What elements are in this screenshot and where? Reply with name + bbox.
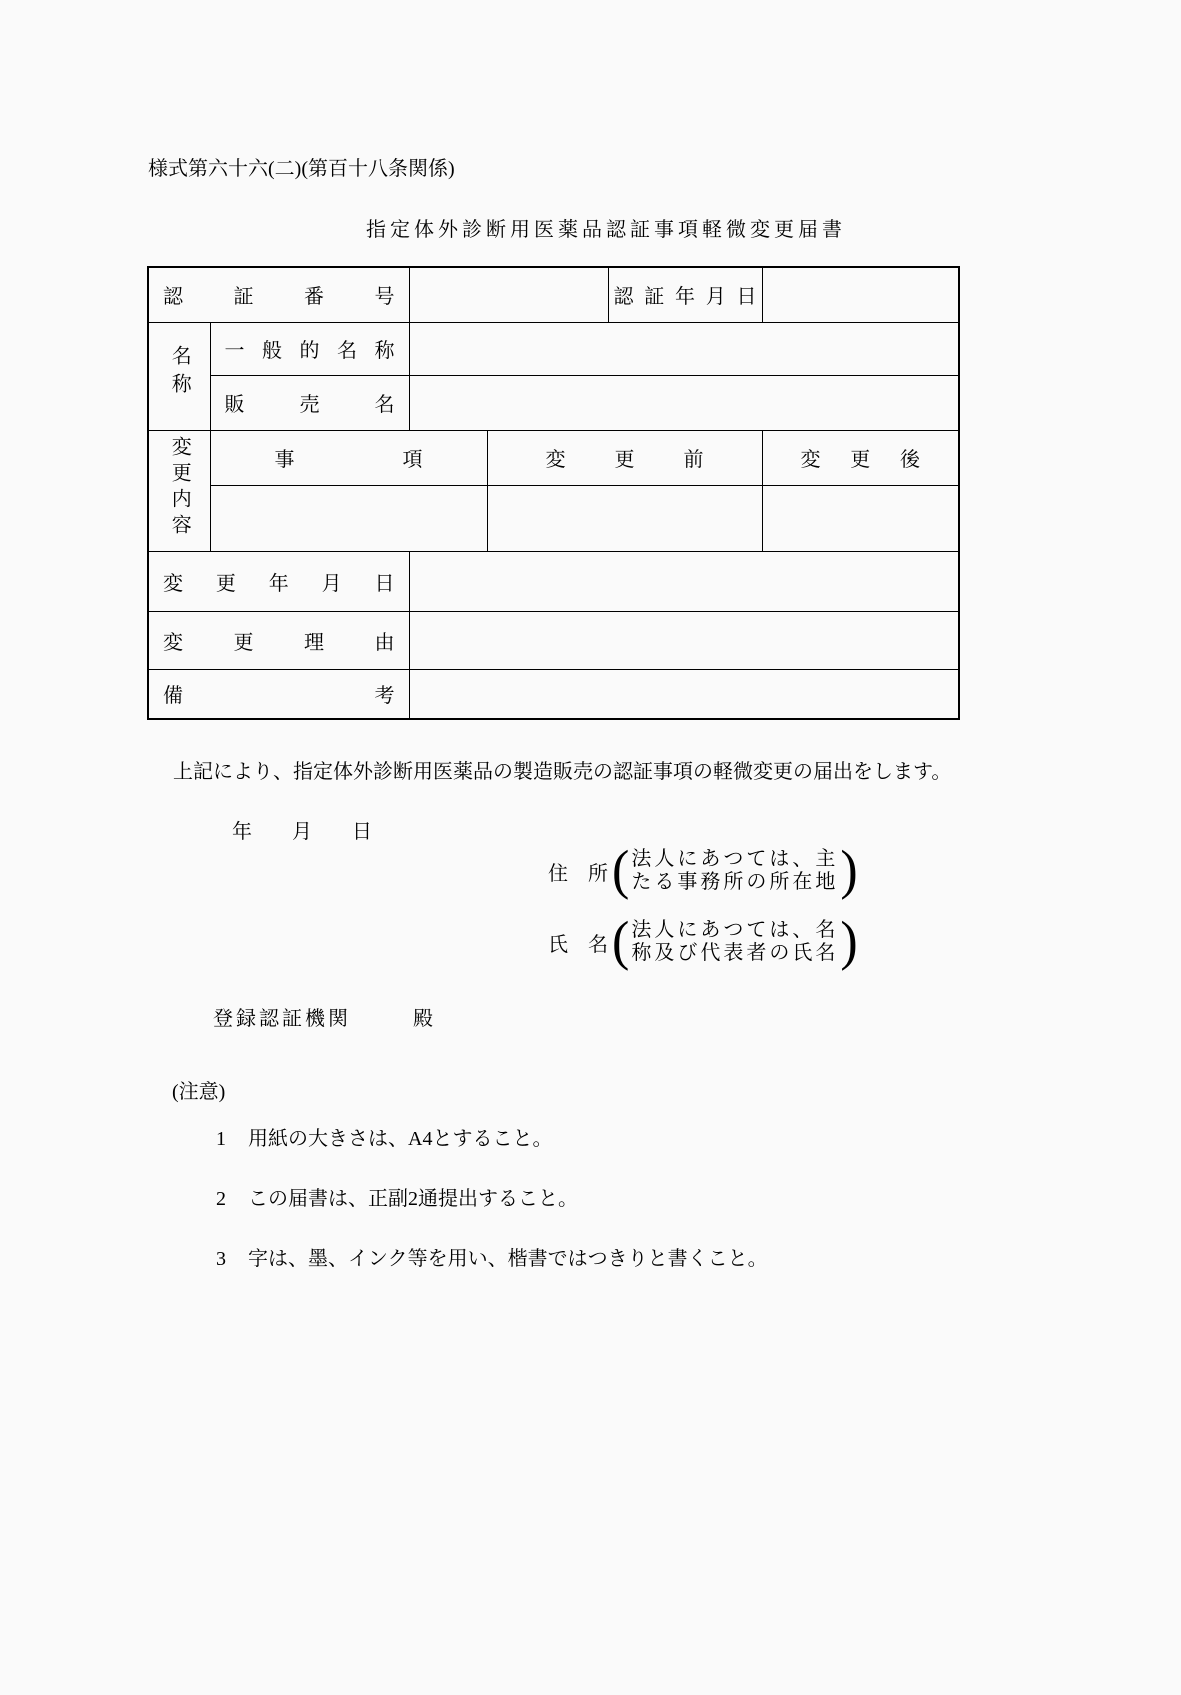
close-paren-icon: ) — [840, 840, 858, 901]
name-note-line2: 称及び代表者の氏名 — [631, 942, 839, 964]
name-note-line1: 法人にあつては、名 — [631, 919, 839, 941]
cert-number-value-cell — [409, 267, 608, 322]
address-label: 住 所 — [548, 862, 608, 885]
note-item — [216, 1187, 768, 1211]
note-item — [216, 1247, 768, 1271]
change-group-label: 変更内容 — [168, 435, 191, 540]
close-paren-icon: ) — [840, 911, 858, 972]
notes-list — [216, 1127, 768, 1307]
date-line: 年 月 日 — [232, 821, 372, 843]
change-after-value-cell — [762, 485, 959, 551]
note-text: 字は、墨、インク等を用い、楷書ではつきりと書くこと。 — [248, 1248, 768, 1270]
change-reason-value-cell — [409, 611, 959, 669]
note-number: 3 — [216, 1248, 226, 1270]
change-date-value-cell — [409, 551, 959, 611]
row-change-date — [148, 551, 959, 611]
name-label: 氏 名 — [548, 933, 608, 956]
change-group-cell — [148, 430, 210, 551]
form-number: 様式第六十六(二)(第百十八条関係) — [148, 158, 455, 180]
row-change-reason — [148, 611, 959, 669]
declaration-text: 上記により、指定体外診断用医薬品の製造販売の認証事項の軽微変更の届出をします。 — [173, 761, 952, 783]
address-row — [548, 840, 858, 901]
cert-number-label: 認証番号 — [148, 267, 409, 322]
form-table-container — [147, 266, 960, 720]
row-remarks — [148, 669, 959, 719]
note-text: この届書は、正副2通提出すること。 — [248, 1188, 578, 1210]
name-group-label: 名称 — [168, 345, 191, 401]
addressee-line — [213, 1002, 433, 1031]
form-table — [147, 266, 960, 720]
row-sales-name — [148, 375, 959, 430]
remarks-value-cell — [409, 669, 959, 719]
addressee-honorific: 殿 — [413, 1008, 433, 1030]
row-cert-number — [148, 267, 959, 322]
address-note-line2: たる事務所の所在地 — [631, 871, 839, 893]
name-row — [548, 911, 858, 972]
row-change-values — [148, 485, 959, 551]
sales-name-value-cell — [409, 375, 959, 430]
row-generic-name — [148, 322, 959, 375]
open-paren-icon: ( — [612, 840, 630, 901]
name-note — [631, 919, 838, 965]
change-reason-label: 変更理由 — [148, 611, 409, 669]
address-note — [631, 848, 838, 894]
addressee-organization: 登録認証機関 — [213, 1008, 351, 1030]
name-group-cell — [148, 322, 210, 430]
sales-name-label: 販売名 — [210, 375, 409, 430]
generic-name-value-cell — [409, 322, 959, 375]
remarks-label: 備考 — [148, 669, 409, 719]
generic-name-label: 一般的名称 — [210, 322, 409, 375]
page-title: 指定体外診断用医薬品認証事項軽微変更届書 — [366, 219, 846, 241]
note-item — [216, 1127, 768, 1151]
address-note-line1: 法人にあつては、主 — [631, 848, 839, 870]
note-number: 2 — [216, 1188, 226, 1210]
cert-date-label: 認証年月日 — [608, 267, 762, 322]
row-change-headers — [148, 430, 959, 485]
notice-heading: (注意) — [172, 1081, 226, 1103]
change-after-header: 変更後 — [762, 430, 959, 485]
change-before-value-cell — [487, 485, 762, 551]
note-text: 用紙の大きさは、A4とすること。 — [248, 1128, 553, 1150]
change-item-header: 事項 — [210, 430, 487, 485]
cert-date-value-cell — [762, 267, 959, 322]
note-number: 1 — [216, 1128, 226, 1150]
open-paren-icon: ( — [612, 911, 630, 972]
change-date-label: 変更年月日 — [148, 551, 409, 611]
change-before-header: 変更前 — [487, 430, 762, 485]
change-item-value-cell — [210, 485, 487, 551]
